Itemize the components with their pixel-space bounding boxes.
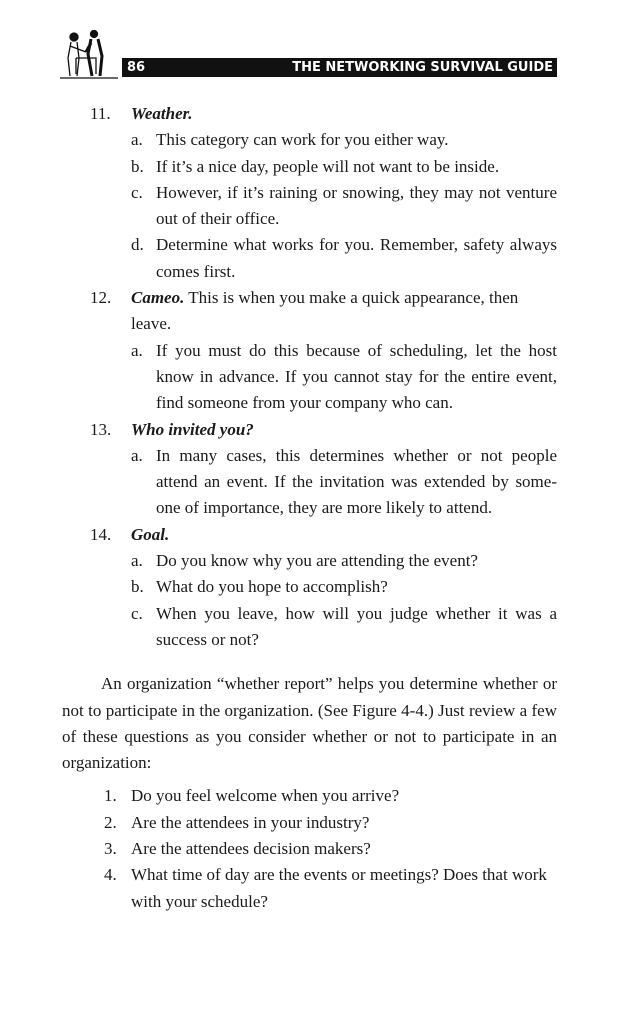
item-text [131, 285, 557, 338]
item-heading: Who invited you? [131, 419, 254, 439]
sub-item [131, 232, 557, 285]
item-number: 12. [90, 288, 112, 308]
sub-item-letter: a. [131, 551, 143, 571]
list-item [62, 862, 557, 915]
sub-item [131, 443, 557, 522]
sub-item-text: This category can work for you either way. [156, 130, 449, 150]
sub-item-letter: a. [131, 445, 143, 465]
item-text [131, 417, 557, 443]
sub-item [131, 154, 557, 180]
book-title: THE NETWORKING SURVIVAL GUIDE [292, 60, 553, 75]
item-text [131, 101, 557, 127]
sub-item-text: Determine what works for you. Remember, safety always comes first. [156, 235, 557, 281]
item-description: This is when you make a quick appearance, then leave. [131, 288, 519, 334]
sub-item-text: However, if it’s raining or snowing, they may not venture out of their office. [156, 182, 557, 229]
list-number: 2. [104, 812, 117, 832]
item-heading: Weather. [131, 104, 193, 123]
page-number: 86 [127, 60, 146, 75]
sub-item [131, 601, 557, 654]
item-number: 11. [90, 104, 111, 123]
numbered-item [62, 285, 557, 338]
item-heading: Goal. [131, 524, 170, 544]
sub-item [131, 127, 557, 153]
handshake-logo-icon [58, 30, 120, 80]
sub-item-letter: a. [131, 130, 143, 150]
item-number: 14. [90, 524, 112, 544]
list-text: What time of day are the events or meetings? Does that work with your schedule? [131, 865, 547, 911]
sub-item-text: In many cases, this determines whether or not people attend an event. If the invitation was extended by some-one of importance, they are more likely to attend. [156, 445, 557, 518]
sub-item-letter: d. [131, 235, 144, 255]
sub-item-letter: c. [131, 603, 143, 623]
item-heading: Cameo. [131, 288, 185, 308]
sub-item-text: When you leave, how will you judge whether it was a success or not? [156, 603, 557, 649]
sub-item-letter: c. [131, 182, 143, 202]
sub-item-text: Do you know why you are attending the event? [156, 551, 478, 571]
sub-item-letter: a. [131, 340, 143, 360]
list-text: Do you feel welcome when you arrive? [131, 786, 400, 806]
sub-item [131, 548, 557, 574]
list-item [62, 810, 557, 836]
body-paragraph: An organization “whether report” helps you determine whether or not to participate in the organization. (See Figure 4-4.) Just review a few of these questions as you consider whether or not to participate in an organization: [62, 674, 557, 773]
numbered-item [62, 522, 557, 548]
list-number: 4. [104, 865, 117, 885]
sub-item [131, 180, 557, 233]
question-list [62, 783, 557, 914]
page-body [62, 101, 557, 915]
list-item [62, 836, 557, 862]
sub-item-text: What do you hope to accomplish? [156, 577, 388, 597]
sub-item [131, 338, 557, 417]
sub-item-letter: b. [131, 156, 144, 176]
sub-item-text: If it’s a nice day, people will not want to be inside. [156, 156, 500, 176]
numbered-item [62, 101, 557, 127]
sub-item-letter: b. [131, 577, 144, 597]
list-text: Are the attendees in your industry? [131, 812, 370, 832]
item-number: 13. [90, 419, 112, 439]
sub-item-text: If you must do this because of scheduling, let the host know in advance. If you cannot stay for the entire event, find someone from your company who can. [156, 340, 557, 413]
list-number: 1. [104, 786, 117, 806]
sub-item [131, 574, 557, 600]
numbered-item [62, 417, 557, 443]
list-item [62, 783, 557, 809]
running-header [122, 58, 557, 77]
list-text: Are the attendees decision makers? [131, 839, 371, 859]
list-number: 3. [104, 839, 117, 859]
item-text [131, 522, 557, 548]
